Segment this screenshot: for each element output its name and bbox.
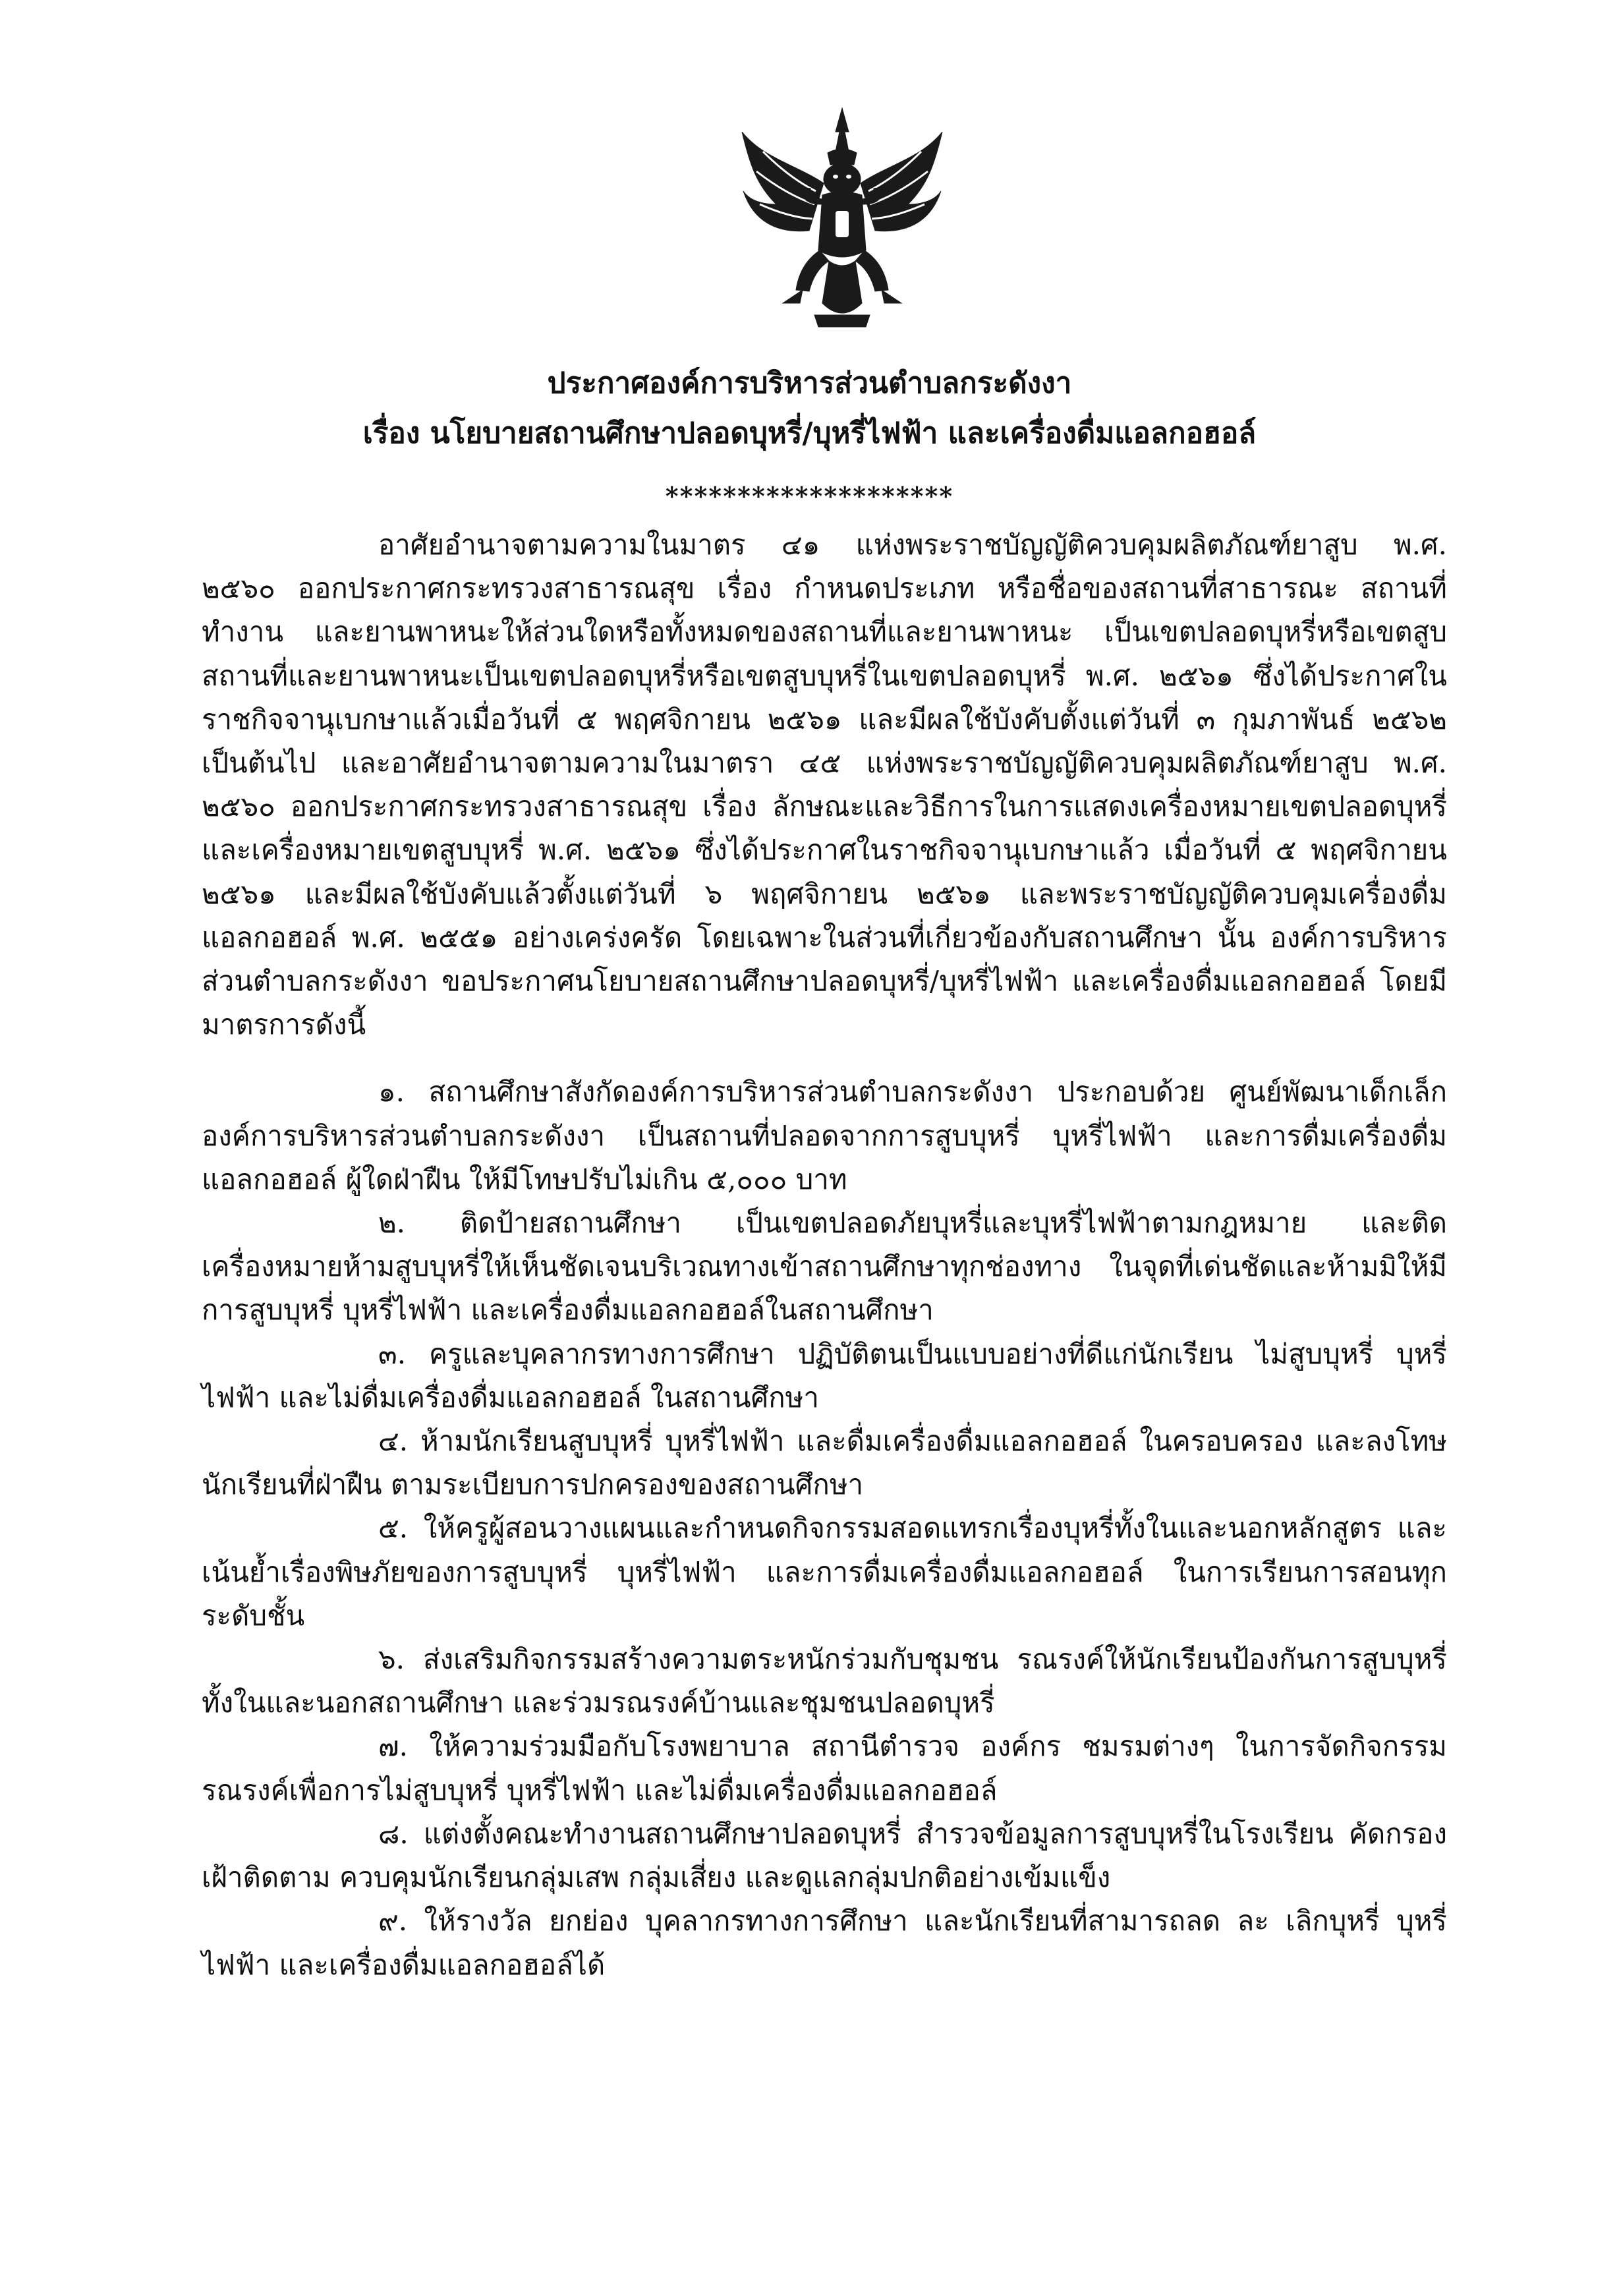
measure-item: ๙. ให้รางวัล ยกย่อง บุคลากรทางการศึกษา และนักเรียนที่สามารถลด ละ เลิกบุหรี่ บุหรี่ไฟฟ้า และเครื่องดื่มแอลกอฮอล์ได้ xyxy=(202,1905,1447,1981)
garuda-emblem-icon xyxy=(737,105,948,330)
measure-item: ๓. ครูและบุคลากรทางการศึกษา ปฏิบัติตนเป็นแบบอย่างที่ดีแก่นักเรียน ไม่สูบบุหรี่ บุหรี่ไฟฟ้า และไม่ดื่มเครื่องดื่มแอลกอฮอล์ ในสถานศึกษา xyxy=(202,1337,1447,1414)
document-subject: เรื่อง นโยบายสถานศึกษาปลอดบุหรี่/บุหรี่ไฟฟ้า และเครื่องดื่มแอลกอฮอล์ xyxy=(362,416,1257,450)
document-title: ประกาศองค์การบริหารส่วนตำบลกระดังงา xyxy=(547,366,1072,400)
document-body xyxy=(202,523,1447,1987)
measure-item: ๔. ห้ามนักเรียนสูบบุหรี่ บุหรี่ไฟฟ้า และดื่มเครื่องดื่มแอลกอฮอล์ ในครอบครอง และลงโทษนักเรียนที่ฝ่าฝืน ตามระเบียบการปกครองของสถานศึกษา xyxy=(202,1425,1447,1501)
measure-item: ๗. ให้ความร่วมมือกับโรงพยาบาล สถานีตำรวจ องค์กร ชมรมต่างๆ ในการจัดกิจกรรมรณรงค์เพื่อการไม่สูบบุหรี่ บุหรี่ไฟฟ้า และไม่ดื่มเครื่องดื่มแอลกอฮอล์ xyxy=(202,1730,1447,1806)
title-separator: ******************** xyxy=(665,481,954,511)
measure-item: ๑. สถานศึกษาสังกัดองค์การบริหารส่วนตำบลกระดังงา ประกอบด้วย ศูนย์พัฒนาเด็กเล็กองค์การบริหารส่วนตำบลกระดังงา เป็นสถานที่ปลอดจากการสูบบุหรี่ บุหรี่ไฟฟ้า และการดื่มเครื่องดื่มแอลกอฮอล์ ผู้ใดฝ่าฝืน ให้มีโทษปรับไม่เกิน ๕,๐๐๐ บาท xyxy=(202,1076,1447,1195)
intro-paragraph: อาศัยอำนาจตามความในมาตร ๔๑ แห่งพระราชบัญญัติควบคุมผลิตภัณฑ์ยาสูบ พ.ศ. ๒๕๖๐ ออกประกาศกระทรวงสาธารณสุข เรื่อง กำหนดประเภท หรือชื่อของสถานที่สาธารณะ สถานที่ทำงาน และยานพาหนะให้ส่วนใดหรือทั้งหมดของสถานที่และยานพาหนะ เป็นเขตปลอดบุหรี่หรือเขตสูบสถานที่และยานพาหนะเป็นเขตปลอดบุหรี่หรือเขตสูบบุหรี่ในเขตปลอดบุหรี่ พ.ศ. ๒๕๖๑ ซึ่งได้ประกาศในราชกิจจานุเบกษาแล้วเมื่อวันที่ ๕ พฤศจิกายน ๒๕๖๑ และมีผลใช้บังคับตั้งแต่วันที่ ๓ กุมภาพันธ์ ๒๕๖๒ เป็นต้นไป และอาศัยอำนาจตามความในมาตรา ๔๕ แห่งพระราชบัญญัติควบคุมผลิตภัณฑ์ยาสูบ พ.ศ. ๒๕๖๐ ออกประกาศกระทรวงสาธารณสุข เรื่อง ลักษณะและวิธีการในการแสดงเครื่องหมายเขตปลอดบุหรี่และเครื่องหมายเขตสูบบุหรี่ พ.ศ. ๒๕๖๑ ซึ่งได้ประกาศในราชกิจจานุเบกษาแล้ว เมื่อวันที่ ๕ พฤศจิกายน ๒๕๖๑ และมีผลใช้บังคับแล้วตั้งแต่วันที่ ๖ พฤศจิกายน ๒๕๖๑ และพระราชบัญญัติควบคุมเครื่องดื่มแอลกอฮอล์ พ.ศ. ๒๕๕๑ อย่างเคร่งครัด โดยเฉพาะในส่วนที่เกี่ยวข้องกับสถานศึกษา นั้น องค์การบริหารส่วนตำบลกระดังงา ขอประกาศนโยบายสถานศึกษาปลอดบุหรี่/บุหรี่ไฟฟ้า และเครื่องดื่มแอลกอฮอล์ โดยมีมาตรการดังนี้ xyxy=(202,529,1447,1041)
measure-item: ๒. ติดป้ายสถานศึกษา เป็นเขตปลอดภัยบุหรี่และบุหรี่ไฟฟ้าตามกฎหมาย และติดเครื่องหมายห้ามสูบบุหรี่ให้เห็นชัดเจนบริเวณทางเข้าสถานศึกษาทุกช่องทาง ในจุดที่เด่นชัดและห้ามมิให้มีการสูบบุหรี่ บุหรี่ไฟฟ้า และเครื่องดื่มแอลกอฮอล์ในสถานศึกษา xyxy=(202,1207,1447,1327)
measure-item: ๘. แต่งตั้งคณะทำงานสถานศึกษาปลอดบุหรี่ สำรวจข้อมูลการสูบบุหรี่ในโรงเรียน คัดกรองเฝ้าติดตาม ควบคุมนักเรียนกลุ่มเสพ กลุ่มเสี่ยง และดูแลกลุ่มปกติอย่างเข้มแข็ง xyxy=(202,1817,1447,1894)
measure-item: ๖. ส่งเสริมกิจกรรมสร้างความตระหนักร่วมกับชุมชน รณรงค์ให้นักเรียนป้องกันการสูบบุหรี่ทั้งในและนอกสถานศึกษา และร่วมรณรงค์บ้านและชุมชนปลอดบุหรี่ xyxy=(202,1643,1447,1719)
measure-item: ๕. ให้ครูผู้สอนวางแผนและกำหนดกิจกรรมสอดแทรกเรื่องบุหรี่ทั้งในและนอกหลักสูตร และเน้นย้ำเรื่องพิษภัยของการสูบบุหรี่ บุหรี่ไฟฟ้า และการดื่มเครื่องดื่มแอลกอฮอล์ ในการเรียนการสอนทุกระดับชั้น xyxy=(202,1512,1447,1632)
